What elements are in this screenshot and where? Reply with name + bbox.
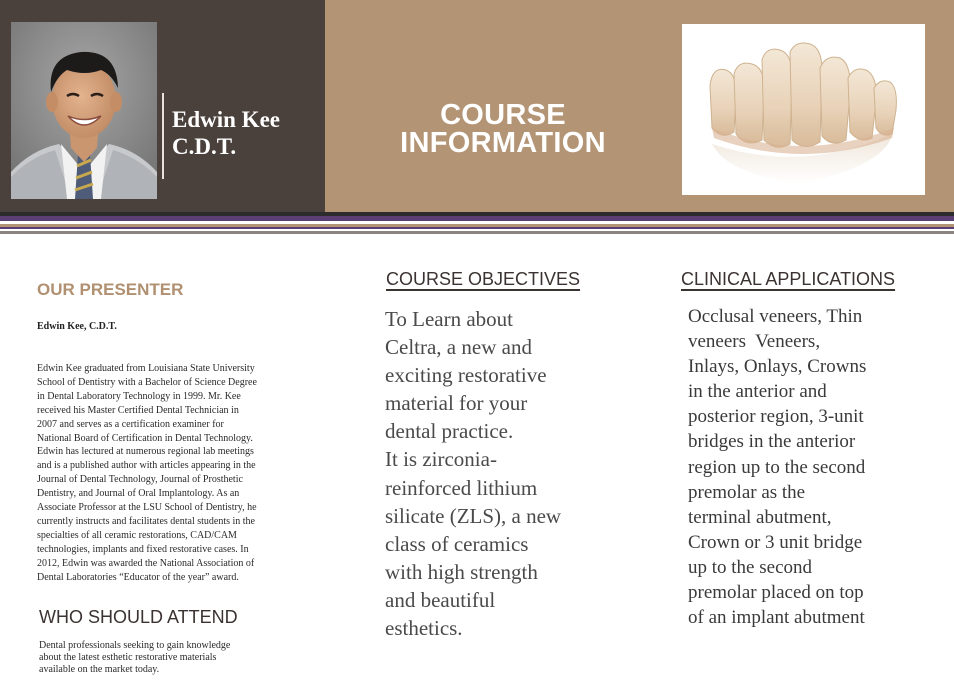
- objective-line: exciting restorative: [385, 363, 547, 388]
- bio-line: in Dental Laboratory Technology in 1999. Mr. Kee: [37, 390, 241, 402]
- bio-line: School of Dentistry with a Bachelor of Science Degree: [37, 376, 257, 388]
- clinical-applications-heading: CLINICAL APPLICATIONS: [681, 269, 896, 289]
- clinical-applications-text: [688, 304, 898, 630]
- bio-line: Edwin has lectured at numerous regional lab meetings: [37, 446, 254, 458]
- application-line: region up to the second: [688, 456, 866, 478]
- presenter-credential: C.D.T.: [172, 134, 237, 159]
- bio-line: specialties of all ceramic restorations, CAD/CAM: [37, 529, 237, 541]
- bio-line: Associate Professor at the LSU School of Dentistry, he: [37, 502, 257, 514]
- bio-line: 2012, Edwin was awarded the National Association of: [37, 557, 255, 569]
- objective-line: and beautiful: [385, 587, 496, 612]
- application-line: of an implant abutment: [688, 607, 865, 629]
- bio-line: received his Master Certified Dental Technician in: [37, 404, 239, 416]
- application-line: in the anterior and: [688, 381, 827, 403]
- attend-line: about the latest esthetic restorative materials: [39, 652, 217, 663]
- who-should-attend-text: [39, 640, 289, 676]
- our-presenter-heading: OUR PRESENTER: [37, 280, 184, 299]
- course-title-line-2: INFORMATION: [400, 127, 606, 159]
- application-line: bridges in the anterior: [688, 431, 856, 453]
- bio-line: currently instructs and facilitates dental students in the: [37, 515, 255, 527]
- objective-line: esthetics.: [385, 616, 463, 641]
- application-line: veneers Veneers,: [688, 331, 821, 353]
- presenter-name-small: Edwin Kee, C.D.T.: [37, 321, 117, 332]
- presenter-name: Edwin Kee: [172, 107, 280, 132]
- objective-line: dental practice.: [385, 419, 514, 444]
- bio-line: Dentistry, and Journal of Oral Implantology. As an: [37, 488, 240, 500]
- objective-line: It is zirconia-: [385, 447, 497, 472]
- application-line: terminal abutment,: [688, 506, 832, 528]
- bio-line: National Board of Certification in Dental Technology.: [37, 432, 253, 444]
- name-divider: [162, 93, 164, 179]
- objective-line: class of ceramics: [385, 531, 529, 556]
- attend-line: available on the market today.: [39, 664, 160, 675]
- objective-line: silicate (ZLS), a new: [385, 503, 562, 528]
- objective-line: material for your: [385, 391, 528, 416]
- objective-line: with high strength: [385, 559, 538, 584]
- header-stripes: [0, 212, 954, 234]
- objective-line: Celtra, a new and: [385, 335, 532, 360]
- presenter-photo: [11, 22, 157, 199]
- objective-line: To Learn about: [385, 307, 513, 331]
- attend-line: Dental professionals seeking to gain knowledge: [39, 640, 231, 651]
- application-line: posterior region, 3-unit: [688, 406, 864, 428]
- course-objectives-heading: COURSE OBJECTIVES: [386, 269, 581, 289]
- course-information-title: [380, 101, 626, 157]
- application-line: premolar as the: [688, 481, 806, 503]
- bio-line: and is a published author with articles appearing in the: [37, 460, 256, 472]
- application-line: Inlays, Onlays, Crowns: [688, 356, 867, 378]
- bio-line: Dental Laboratories “Educator of the year” award.: [37, 571, 239, 583]
- application-line: up to the second: [688, 556, 813, 578]
- presenter-bio: [37, 362, 299, 585]
- application-line: Occlusal veneers, Thin: [688, 306, 863, 327]
- application-line: Crown or 3 unit bridge: [688, 531, 863, 553]
- presenter-name-block: [172, 106, 280, 160]
- bio-line: technologies, implants and fixed restorative cases. In: [37, 543, 249, 555]
- application-line: premolar placed on top: [688, 582, 864, 604]
- objective-line: reinforced lithium: [385, 475, 538, 500]
- bio-line: Journal of Dental Technology, Journal of Prosthetic: [37, 474, 243, 486]
- who-should-attend-heading: WHO SHOULD ATTEND: [39, 607, 238, 627]
- bio-line: Edwin Kee graduated from Louisiana State University: [37, 363, 255, 374]
- bio-line: 2007 and serves as a certification examiner for: [37, 418, 224, 430]
- dental-crowns-photo: [682, 24, 925, 195]
- course-title-line-1: COURSE: [440, 99, 566, 131]
- course-objectives-text: [385, 305, 585, 642]
